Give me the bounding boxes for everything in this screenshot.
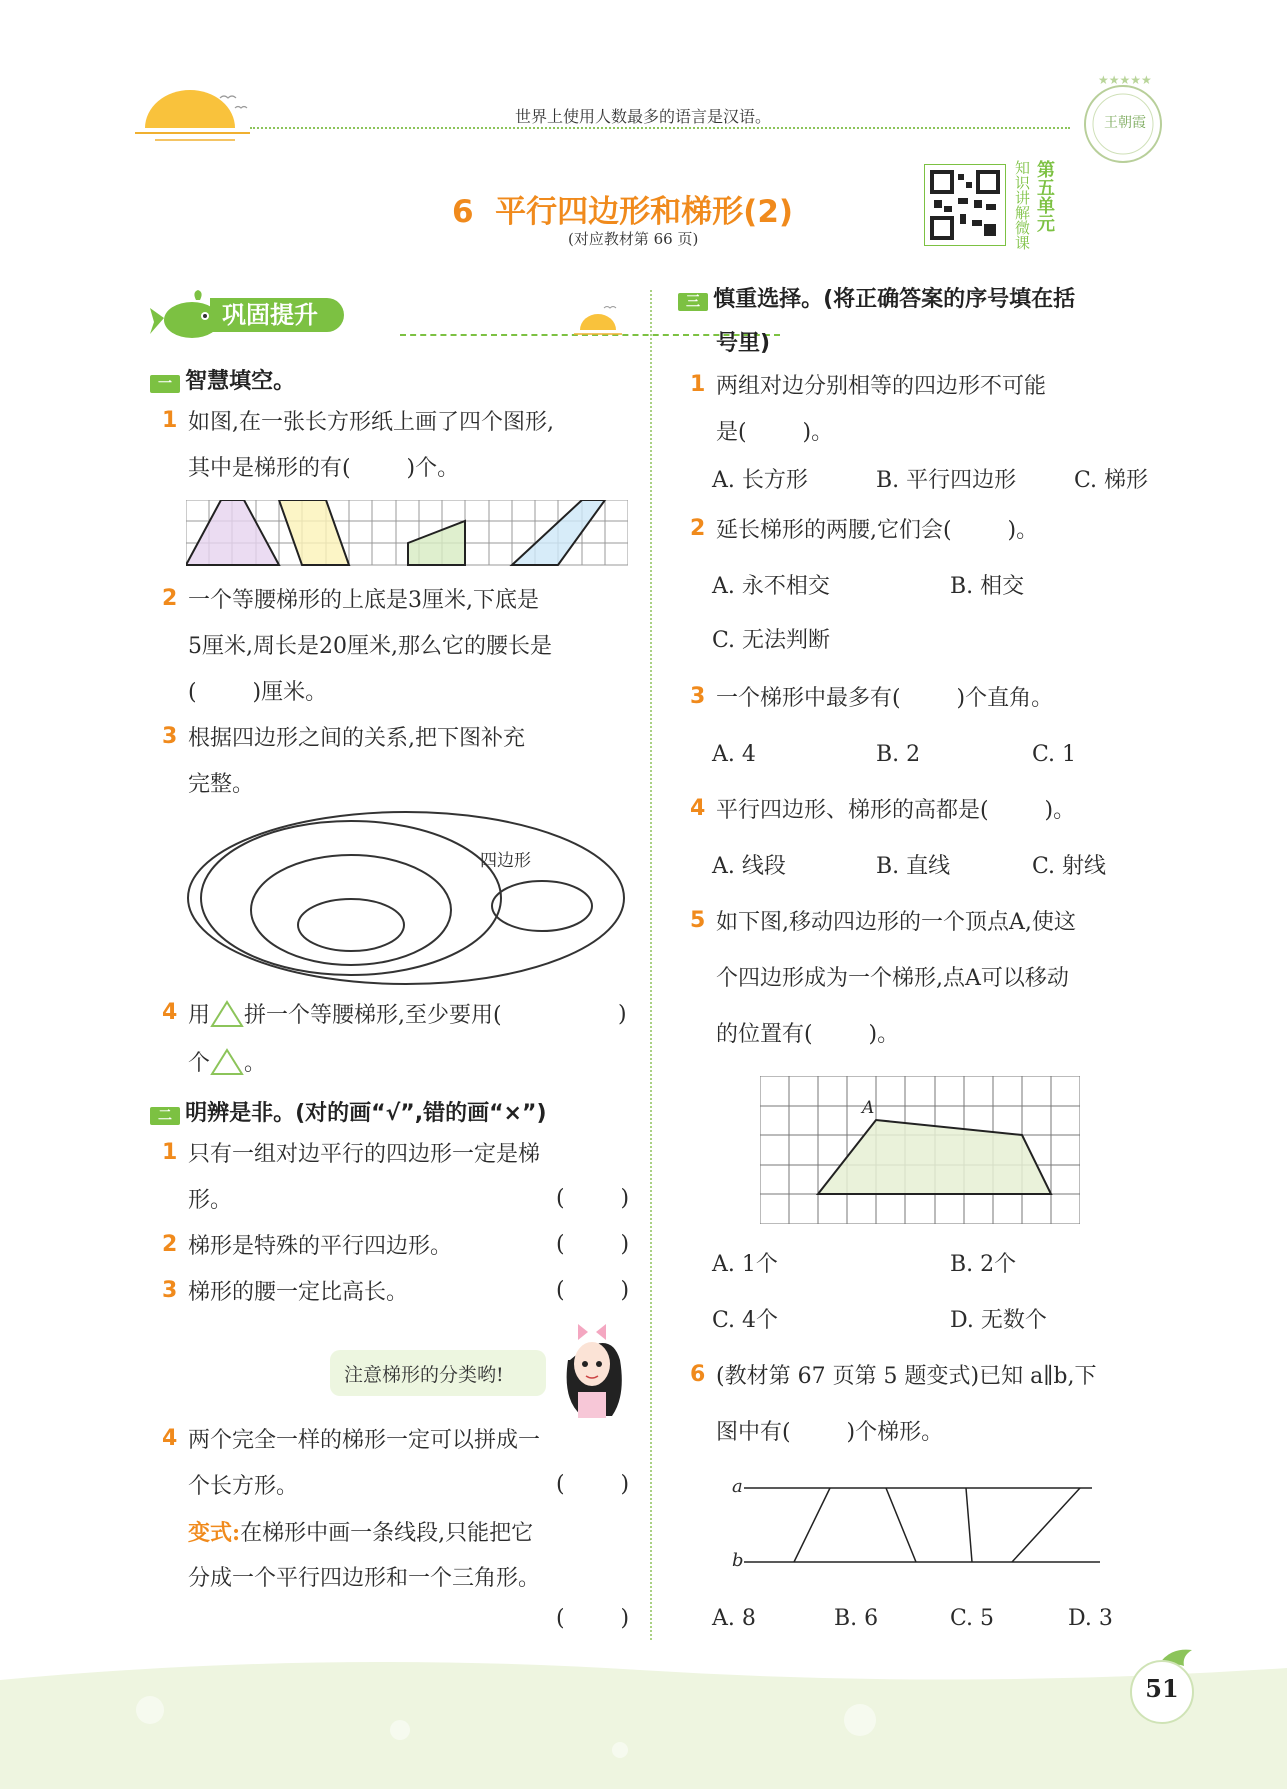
s2-q2-num: 2 bbox=[162, 1232, 178, 1257]
qr-label: 知识讲解微课 bbox=[1013, 160, 1031, 250]
s3-q2-num: 2 bbox=[690, 516, 706, 541]
svg-text:★★★★★: ★★★★★ bbox=[1098, 73, 1152, 87]
s3-q5-num: 5 bbox=[690, 908, 706, 933]
s3-q2-text: 延长梯形的两腰,它们会( )。 bbox=[716, 518, 1039, 543]
section3-badge: 三 bbox=[678, 293, 708, 311]
sunset-icon bbox=[568, 300, 628, 340]
section1-header bbox=[150, 364, 295, 395]
s3-q5-option-b[interactable]: B. 2个 bbox=[950, 1252, 1017, 1277]
s3-q5-option-a[interactable]: A. 1个 bbox=[712, 1252, 778, 1277]
s3-q3-option-c[interactable]: C. 1 bbox=[1032, 742, 1077, 767]
s3-q3-option-b[interactable]: B. 2 bbox=[876, 742, 921, 767]
unit-label: 第五单元 bbox=[1034, 160, 1055, 232]
s2-q3-text: 梯形的腰一定比高长。 bbox=[188, 1280, 409, 1305]
s3-q3-option-a[interactable]: A. 4 bbox=[712, 742, 756, 767]
s1-q2-line2: 5厘米,周长是20厘米,那么它的腰长是 bbox=[188, 634, 552, 659]
s3-q6-num: 6 bbox=[690, 1362, 706, 1387]
shape-trapezoid-green bbox=[408, 521, 465, 565]
s1-q2-line1: 一个等腰梯形的上底是3厘米,下底是 bbox=[188, 588, 539, 613]
s2-q1-num: 1 bbox=[162, 1140, 178, 1165]
shape-trapezoid-purple bbox=[186, 500, 279, 565]
page-number: 51 bbox=[1145, 1674, 1179, 1703]
s3-q2-option-a[interactable]: A. 永不相交 bbox=[712, 574, 830, 599]
s1-q3-num: 3 bbox=[162, 724, 178, 749]
s3-q1-option-c[interactable]: C. 梯形 bbox=[1074, 468, 1149, 493]
s2-q4-line1: 两个完全一样的梯形一定可以拼成一 bbox=[188, 1428, 541, 1453]
s3-q1-option-b[interactable]: B. 平行四边形 bbox=[876, 468, 1017, 493]
section3-header bbox=[678, 282, 1075, 313]
section2-title: 明辨是非。(对的画“√”,错的画“×”) bbox=[185, 1101, 547, 1126]
s3-q4-option-a[interactable]: A. 线段 bbox=[712, 854, 786, 879]
s3-q5-line2: 个四边形成为一个梯形,点A可以移动 bbox=[716, 966, 1069, 991]
s1-q4-line1 bbox=[188, 1000, 630, 1031]
s3-q2-option-b[interactable]: B. 相交 bbox=[950, 574, 1025, 599]
section1-badge: 一 bbox=[150, 375, 180, 393]
s3-q2-option-c[interactable]: C. 无法判断 bbox=[712, 628, 831, 653]
s3-q6-line1: (教材第 67 页第 5 题变式)已知 a∥b,下 bbox=[716, 1364, 1097, 1389]
s2-q2-text: 梯形是特殊的平行四边形。 bbox=[188, 1234, 453, 1259]
s2-variant-line1 bbox=[188, 1518, 533, 1549]
header bbox=[0, 0, 1287, 160]
banner bbox=[150, 290, 630, 340]
s3-q1-option-a[interactable]: A. 长方形 bbox=[712, 468, 808, 493]
s1-q1-num: 1 bbox=[162, 408, 178, 433]
s1-q4-line2 bbox=[188, 1048, 266, 1079]
s3-q6-option-d[interactable]: D. 3 bbox=[1068, 1606, 1113, 1631]
movable-vertex-grid-figure bbox=[760, 1076, 1080, 1224]
s3-q6-option-b[interactable]: B. 6 bbox=[834, 1606, 879, 1631]
s2-variant-answer[interactable]: ( ) bbox=[556, 1606, 630, 1631]
s3-q4-num: 4 bbox=[690, 796, 706, 821]
s2-q4-line2: 个长方形。 bbox=[188, 1474, 299, 1499]
s2-q4-answer[interactable]: ( ) bbox=[556, 1472, 630, 1497]
section3-title-line2: 号里) bbox=[716, 331, 771, 356]
banner-label: 巩固提升 bbox=[210, 298, 344, 332]
s3-q4-option-c[interactable]: C. 射线 bbox=[1032, 854, 1107, 879]
s3-q3-text: 一个梯形中最多有( )个直角。 bbox=[716, 686, 1054, 711]
s3-q4-text: 平行四边形、梯形的高都是( )。 bbox=[716, 798, 1076, 823]
tip-text: 注意梯形的分类哟! bbox=[344, 1364, 504, 1386]
footer-wave bbox=[0, 1650, 1287, 1789]
s3-q5-line1: 如下图,移动四边形的一个顶点A,使这 bbox=[716, 910, 1076, 935]
shape-parallelogram-yellow bbox=[279, 500, 349, 565]
s3-q5-line3: 的位置有( )。 bbox=[716, 1022, 900, 1047]
s2-q1-line2: 形。 bbox=[188, 1188, 233, 1213]
s2-variant-line2: 分成一个平行四边形和一个三角形。 bbox=[188, 1566, 541, 1591]
qr-code-icon bbox=[924, 164, 1006, 246]
s3-q6-option-c[interactable]: C. 5 bbox=[950, 1606, 995, 1631]
quadrilateral-shape bbox=[818, 1120, 1051, 1194]
variant-text1: 在梯形中画一条线段,只能把它 bbox=[240, 1521, 534, 1546]
s2-q1-line1: 只有一组对边平行的四边形一定是梯 bbox=[188, 1142, 541, 1167]
s3-q1-line2: 是( )。 bbox=[716, 420, 834, 445]
s1-q3-line1: 根据四边形之间的关系,把下图补充 bbox=[188, 726, 525, 751]
girl-mascot-icon bbox=[548, 1320, 634, 1420]
s1-q4-line2-post: 。 bbox=[244, 1051, 267, 1076]
section1-title: 智慧填空。 bbox=[185, 369, 296, 394]
logo-text: 王朝霞 bbox=[1104, 115, 1146, 131]
vertex-a-label: A bbox=[862, 1098, 875, 1118]
s1-q4-num: 4 bbox=[162, 1000, 178, 1025]
diagram-label-quadrilateral: 四边形 bbox=[480, 851, 531, 871]
s3-q6-option-a[interactable]: A. 8 bbox=[712, 1606, 756, 1631]
triangle-icon bbox=[210, 1048, 244, 1076]
lesson-title: 6 平行四边形和梯形(2) bbox=[452, 194, 794, 230]
s3-q6-line2: 图中有( )个梯形。 bbox=[716, 1420, 944, 1445]
s1-q1-line2: 其中是梯形的有( )个。 bbox=[188, 456, 460, 481]
column-divider bbox=[650, 290, 652, 1640]
s1-q4-mid: 拼一个等腰梯形,至少要用( bbox=[244, 1003, 502, 1028]
s3-q3-num: 3 bbox=[690, 684, 706, 709]
s3-q5-option-c[interactable]: C. 4个 bbox=[712, 1308, 779, 1333]
qr-code[interactable] bbox=[924, 164, 1006, 246]
s1-q1-line1: 如图,在一张长方形纸上画了四个图形, bbox=[188, 410, 554, 435]
s2-q1-answer[interactable]: ( ) bbox=[556, 1186, 630, 1211]
shapes-grid-figure bbox=[186, 500, 628, 566]
s3-q1-line1: 两组对边分别相等的四边形不可能 bbox=[716, 374, 1047, 399]
lesson-subtitle: (对应教材第 66 页) bbox=[568, 230, 699, 248]
s1-q3-line2: 完整。 bbox=[188, 772, 255, 797]
s2-q4-num: 4 bbox=[162, 1426, 178, 1451]
s2-q3-num: 3 bbox=[162, 1278, 178, 1303]
section2-header bbox=[150, 1096, 547, 1127]
s2-q2-answer[interactable]: ( ) bbox=[556, 1232, 630, 1257]
s1-q4-pre: 用 bbox=[188, 1003, 211, 1028]
s1-q2-line3: ( )厘米。 bbox=[188, 680, 328, 705]
section3-title-line1: 慎重选择。(将正确答案的序号填在括 bbox=[713, 287, 1076, 312]
line-b-label: b bbox=[732, 1550, 744, 1571]
variant-label: 变式: bbox=[188, 1520, 241, 1546]
s1-q2-num: 2 bbox=[162, 586, 178, 611]
header-rule bbox=[250, 127, 1070, 129]
quadrilateral-relation-diagram bbox=[186, 810, 626, 985]
sunrise-icon bbox=[135, 78, 255, 148]
parallel-lines-figure bbox=[744, 1480, 1104, 1570]
triangle-icon bbox=[210, 1000, 244, 1028]
s3-q5-option-d[interactable]: D. 无数个 bbox=[950, 1308, 1047, 1333]
s2-q3-answer[interactable]: ( ) bbox=[556, 1278, 630, 1303]
s3-q1-num: 1 bbox=[690, 372, 706, 397]
header-motto: 世界上使用人数最多的语言是汉语。 bbox=[515, 107, 772, 126]
section2-badge: 二 bbox=[150, 1107, 180, 1125]
s1-q4-close: ) bbox=[618, 1002, 627, 1027]
s3-q4-option-b[interactable]: B. 直线 bbox=[876, 854, 951, 879]
s1-q4-line2-pre: 个 bbox=[188, 1051, 211, 1076]
line-a-label: a bbox=[732, 1476, 743, 1497]
